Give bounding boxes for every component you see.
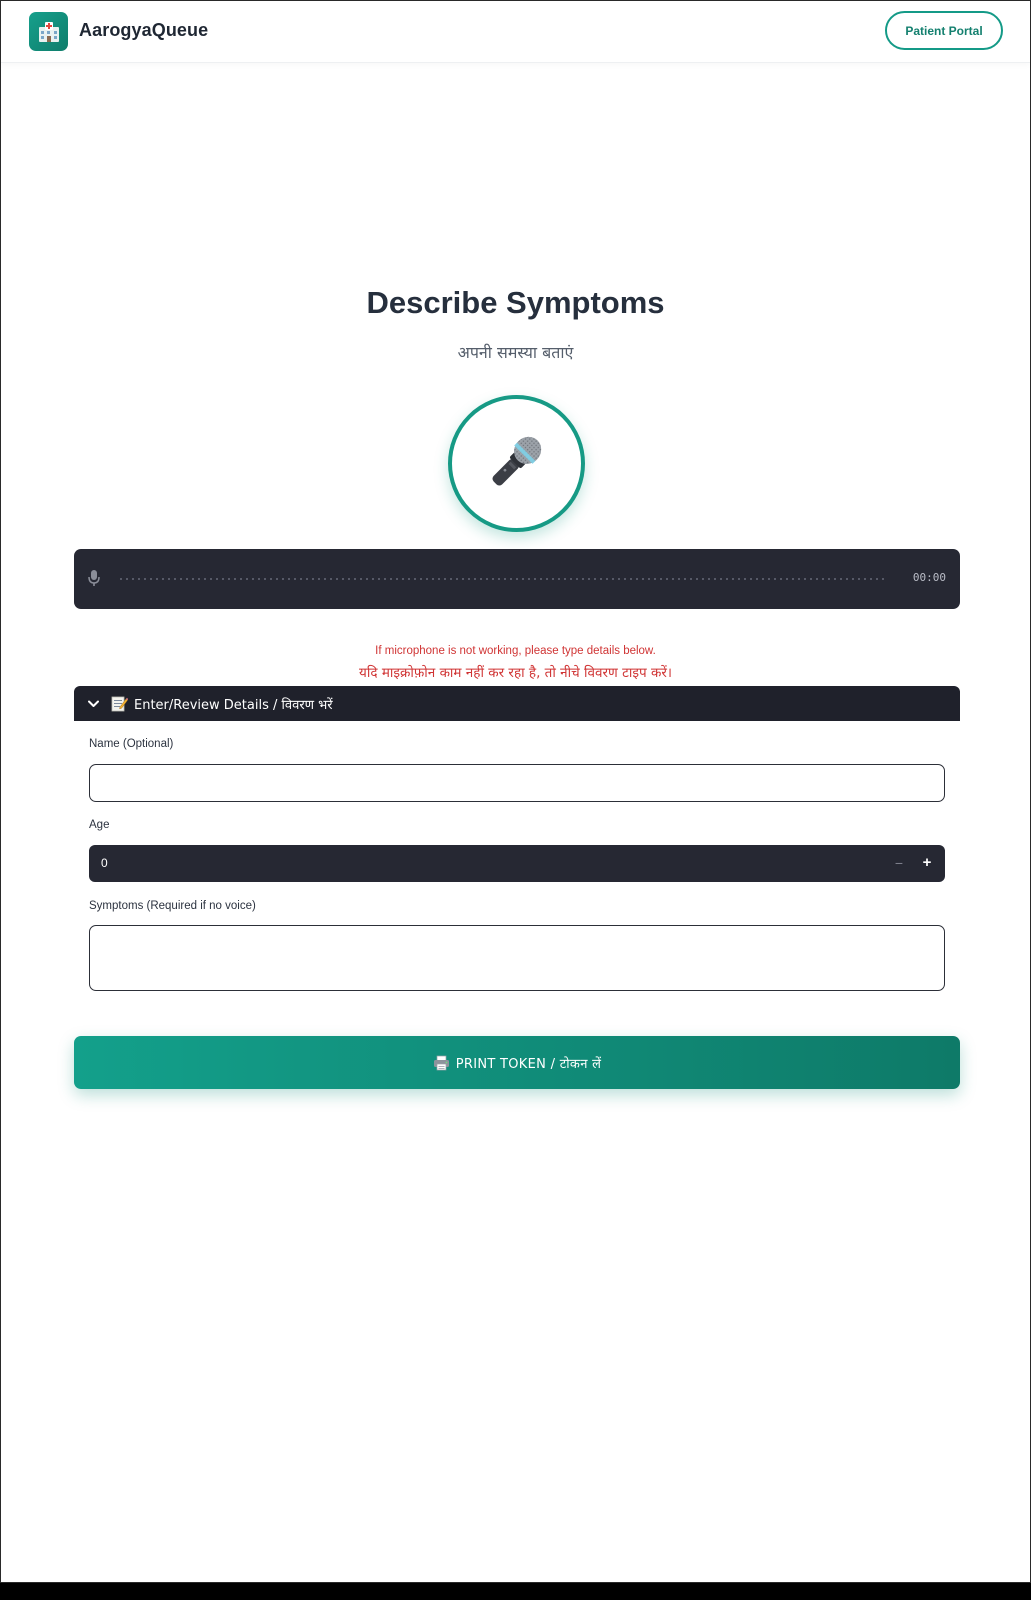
- age-decrement-button[interactable]: −: [894, 855, 904, 871]
- symptoms-label: Symptoms (Required if no voice): [89, 900, 256, 912]
- brand-name: AarogyaQueue: [79, 20, 209, 40]
- mic-small-icon[interactable]: [88, 569, 100, 592]
- print-token-button[interactable]: [74, 1036, 960, 1089]
- waveform-track: [118, 578, 884, 580]
- details-expander-toggle[interactable]: [74, 686, 960, 721]
- mic-warning-hindi: यदि माइक्रोफ़ोन काम नहीं कर रहा है, तो नीचे विवरण टाइप करें।: [359, 665, 672, 681]
- age-value[interactable]: 0: [101, 856, 108, 870]
- age-increment-button[interactable]: +: [922, 854, 932, 871]
- patient-portal-button[interactable]: Patient Portal: [885, 11, 1003, 50]
- symptoms-textarea[interactable]: [89, 925, 945, 991]
- name-input[interactable]: [89, 764, 945, 802]
- top-navbar: [1, 1, 1030, 63]
- voice-record-button[interactable]: [448, 395, 585, 532]
- microphone-icon: [482, 426, 552, 501]
- name-label: Name (Optional): [89, 738, 174, 750]
- audio-recorder[interactable]: [74, 549, 960, 609]
- expander-label: Enter/Review Details / विवरण भरें: [134, 697, 333, 713]
- age-number-input[interactable]: [89, 845, 945, 882]
- print-token-label: PRINT TOKEN / टोकन लें: [455, 1056, 602, 1072]
- page-title: Describe Symptoms: [366, 285, 665, 320]
- chevron-down-icon: [88, 700, 99, 708]
- age-label: Age: [89, 819, 110, 831]
- recording-timer: 00:00: [912, 571, 946, 584]
- hospital-icon: [29, 12, 68, 51]
- mic-warning-english: If microphone is not working, please type details below.: [375, 645, 656, 657]
- memo-icon: [111, 695, 128, 712]
- page-subtitle: अपनी समस्या बताएं: [457, 343, 574, 362]
- printer-icon: [433, 1055, 450, 1071]
